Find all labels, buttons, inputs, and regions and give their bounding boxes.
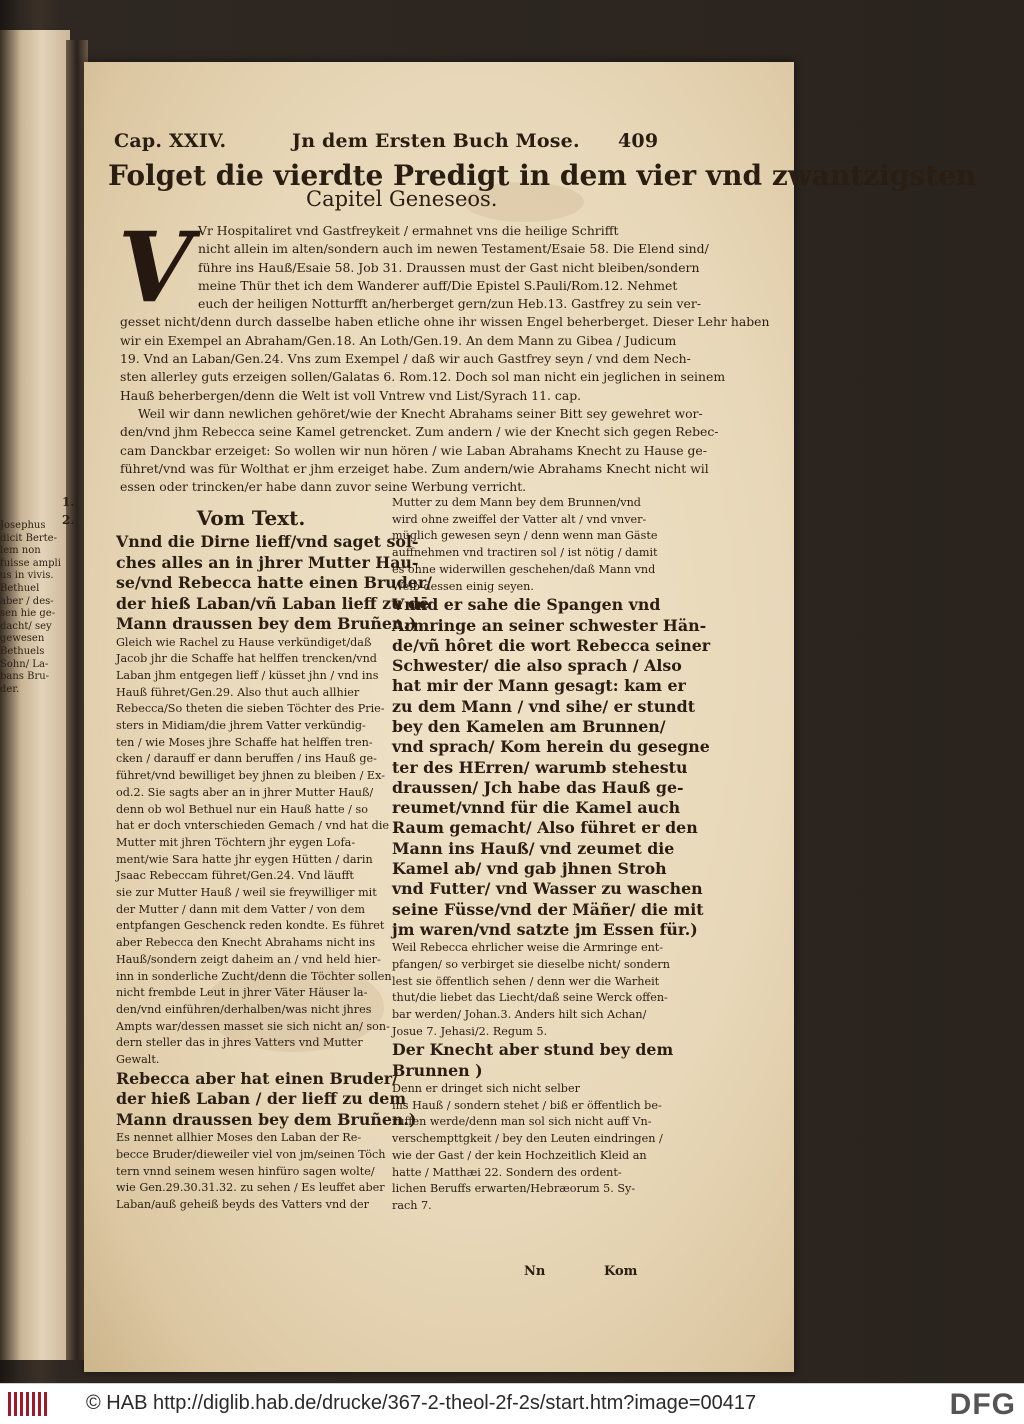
gloss-line: Bethuel — [0, 582, 40, 594]
text-line: Jsaac Rebeccam führet/Gen.24. Vnd läufft — [116, 869, 354, 883]
gloss-line: us in vivis. — [0, 570, 54, 582]
intro-line: nicht allein im alten/sondern auch im newen Testament/Esaie 58. Die Elend sind/ — [198, 241, 709, 257]
page-number: 409 — [618, 130, 659, 152]
catchword: Kom — [604, 1264, 638, 1279]
right-column — [392, 495, 711, 1215]
dfg-logo: DFG — [949, 1388, 1016, 1421]
text-line: ruffen werde/denn man sol sich nicht auff Vn- — [392, 1115, 652, 1129]
intro-line: Vr Hospitaliret vnd Gastfreykeit / ermahnet vns die heilige Schrifft — [198, 223, 619, 238]
credit-link[interactable]: © HAB http://diglib.hab.de/drucke/367-2-theol-2f-2s/start.htm?image=00417 — [86, 1392, 757, 1414]
verse-line: ter des HErren/ warumb stehestu — [392, 757, 688, 777]
text-line: Josue 7. Jehasi/2. Regum 5. — [392, 1024, 548, 1038]
gloss-line: dicit Berte- — [0, 532, 57, 544]
bible-verse-block — [116, 1068, 417, 1131]
text-line: ins Hauß / sondern stehet / biß er öffentlich be- — [392, 1098, 662, 1112]
verse-line: jm waren/vnd satzte jm Essen für.) — [392, 919, 698, 939]
verse-line: hat mir der Mann gesagt: kam er — [392, 676, 686, 696]
verse-line: vnd sprach/ Kom herein du gesegne — [392, 737, 710, 757]
verse-line: Brunnen ) — [392, 1060, 483, 1080]
verse-line: der hieß Laban / der lieff zu dem — [116, 1089, 407, 1109]
text-line: entpfangen Geschenck reden kondte. Es führet — [116, 919, 385, 933]
chapter-label: Cap. XXIV. — [114, 130, 227, 152]
margin-number: 1. — [62, 495, 75, 509]
intro-line: gesset nicht/denn durch dasselbe haben etliche ohne ihr wissen Engel beherberget. Dieser Lehr haben — [120, 314, 770, 330]
text-line: wird ohne zweiffel der Vatter alt / vnd vnver- — [392, 512, 647, 526]
bible-verse-block — [116, 532, 432, 635]
gloss-line: fuisse ampli — [0, 557, 61, 569]
verse-line: Kamel ab/ vnd gab jhnen Stroh — [392, 859, 667, 879]
intro-line: euch der heiligen Notturfft an/herberget gern/zun Heb.13. Gastfrey zu sein ver- — [198, 296, 702, 312]
text-line: Es nennet allhier Moses den Laban der Re- — [116, 1131, 362, 1145]
text-line: Hauß/sondern zeigt daheim an / vnd held hier- — [116, 952, 381, 966]
verse-line: Armringe an seiner schwester Hän- — [392, 615, 707, 635]
text-line: auffnehmen vnd tractiren sol / ist nötig / damit — [392, 546, 658, 560]
verse-line: Raum gemacht/ Also führet er den — [392, 818, 698, 838]
text-line: becce Bruder/dieweiler viel von jm/seinen Töch — [116, 1147, 386, 1161]
verse-line: Schwester/ die also sprach / Also — [392, 656, 682, 676]
intro-line: sten allerley guts erzeigen sollen/Galatas 6. Rom.12. Doch sol man nicht ein jeglichen in seinem — [120, 369, 726, 385]
verse-line: Vnnd die Dirne lieff/vnd saget sol- — [116, 532, 419, 551]
intro-line: wir ein Exempel an Abraham/Gen.18. An Loth/Gen.19. An dem Mann zu Gibea / Judicum — [120, 332, 677, 348]
verse-line: Mann draussen bey dem Bruñen.) — [116, 614, 417, 633]
verse-line: der hieß Laban/vñ Laban lieff zu dē — [116, 593, 430, 613]
text-line: müglich gewesen seyn / denn wenn man Gäste — [392, 529, 658, 543]
verse-line: ches alles an in jhrer Mutter Hau- — [116, 552, 419, 572]
verse-line: zu dem Mann / vnd sihe/ er stundt — [392, 696, 696, 716]
text-line: sters in Midiam/die jhrem Vatter verkündig- — [116, 719, 366, 733]
text-line: Laban/auß geheiß beyds des Vatters vnd der — [116, 1198, 370, 1212]
bible-verse-block — [392, 595, 711, 940]
gloss-line: der. — [0, 683, 20, 695]
gloss-line: sen hie ge- — [0, 608, 56, 620]
verse-line: Mann draussen bey dem Bruñen.) — [116, 1109, 417, 1129]
text-line: Laban jhm entgegen lieff / küsset jhn / vnd ins — [116, 668, 379, 682]
text-line: cken / darauff er dann beruffen / ins Hauß ge- — [116, 752, 377, 766]
text-line: wie Gen.29.30.31.32. zu sehen / Es leuffet aber — [116, 1181, 385, 1195]
gloss-line: Bethuels — [0, 645, 45, 657]
verse-line: Vnnd er sahe die Spangen vnd — [392, 595, 661, 615]
intro-line: meine Thür thet ich dem Wanderer auff/Die Epistel S.Pauli/Rom.12. Nehmet — [198, 277, 678, 293]
text-line: Jacob jhr die Schaffe hat helffen trencken/vnd — [116, 652, 377, 666]
intro-line: cam Danckbar erzeiget: So wollen wir nun hören / wie Laban Abrahams Knecht zu Hause ge- — [120, 442, 707, 458]
intro-paragraph — [118, 211, 770, 496]
drop-cap: V — [118, 211, 193, 324]
gloss-line: bans Bru- — [0, 671, 50, 683]
text-line: wie der Gast / der kein Hochzeitlich Kleid an — [392, 1148, 647, 1162]
verse-line: vnd Futter/ vnd Wasser zu waschen — [392, 879, 703, 899]
text-line: denn ob wol Bethuel nur ein Hauß hatte / so — [116, 802, 368, 816]
commentary-block — [116, 1130, 386, 1214]
gloss-line: lem non — [0, 545, 41, 557]
intro-line: den/vnd jhm Rebecca seine Kamel getrencket. Zum andern / wie der Knecht sich gegen Rebec- — [120, 424, 719, 440]
intro-line: essen oder trincken/er habe dann zuvor seine Werbung verricht. — [120, 479, 527, 495]
text-line: Weib dessen einig seyen. — [392, 579, 534, 593]
text-line: den/vnd einführen/derhalben/was nicht jhres — [116, 1002, 372, 1016]
text-line: thut/die liebet das Liecht/daß seine Werck offen- — [392, 991, 668, 1005]
text-line: der Mutter / dann mit dem Vatter / von dem — [116, 902, 365, 916]
gloss-line: Sohn/ La- — [0, 658, 49, 670]
text-line: pfangen/ so verbirget sie dieselbe nicht/ sondern — [392, 957, 670, 971]
bible-verse-block — [392, 1040, 674, 1081]
book-title: Jn dem Ersten Buch Mose. — [292, 130, 580, 152]
section-heading: Vom Text. — [196, 506, 306, 530]
text-line: Mutter mit jhren Töchtern jhr eygen Lofa- — [116, 835, 356, 849]
text-line: Weil Rebecca ehrlicher weise die Armringe ent- — [392, 941, 664, 955]
credit-bar — [0, 1383, 1024, 1424]
text-line: führet/vnd bewilliget bey jhnen zu bleiben / Ex- — [116, 769, 385, 783]
library-logo-icon — [8, 1392, 48, 1416]
text-line: Rebecca/So theten die sieben Töchter des Prie- — [116, 702, 385, 716]
intro-line: führet/vnd was für Wolthat er jhm erzeiget habe. Zum andern/wie Abrahams Knecht nicht wil — [120, 460, 709, 476]
verse-line: de/vñ hôret die wort Rebecca seiner — [392, 635, 711, 655]
text-line: hat er doch vnterschieden Gemach / vnd hat die — [116, 819, 390, 833]
text-line: inn in sonderliche Zucht/denn die Töchter sollen — [116, 969, 392, 983]
text-line: aber Rebecca den Knecht Abrahams nicht ins — [116, 936, 376, 950]
verse-line: Mann ins Hauß/ vnd zeumet die — [392, 838, 675, 858]
intro-line: 19. Vnd an Laban/Gen.24. Vns zum Exempel / daß wir auch Gastfrey seyn / vnd dem Nech- — [120, 351, 691, 367]
text-line: ment/wie Sara hatte jhr eygen Hütten / darin — [116, 852, 373, 866]
text-line: Hauß führet/Gen.29. Also thut auch allhier — [116, 685, 360, 699]
verse-line: draussen/ Jch habe das Hauß ge- — [392, 777, 684, 797]
verse-line: Rebecca aber hat einen Bruder/ — [116, 1068, 398, 1088]
gloss-line: gewesen — [0, 633, 45, 645]
verse-line: seine Füsse/vnd der Mäñer/ die mit — [392, 899, 704, 919]
text-line: Denn er dringet sich nicht selber — [392, 1082, 580, 1096]
text-line: lichen Beruffs erwarten/Hebræorum 5. Sy- — [392, 1182, 636, 1196]
text-line: dern steller das in jhres Vatters vnd Mutter — [116, 1036, 363, 1050]
text-line: od.2. Sie sagts aber an in jhrer Mutter Hauß/ — [116, 785, 374, 799]
commentary-block — [392, 940, 670, 1040]
book-page — [62, 62, 977, 1372]
text-line: lest sie öffentlich sehen / denn wer die Warheit — [392, 974, 660, 988]
text-line: nicht frembde Leut in jhrer Väter Häuser la- — [116, 986, 368, 1000]
verse-line: bey den Kamelen am Brunnen/ — [392, 717, 666, 736]
gloss-line: dacht/ sey — [0, 620, 52, 632]
gloss-line: Josephus — [0, 520, 46, 531]
verse-line: se/vnd Rebecca hatte einen Bruder/ — [116, 573, 432, 592]
commentary-block — [392, 1081, 662, 1215]
text-line: Gewalt. — [116, 1053, 160, 1067]
text-line: verschempttgkeit / bey den Leuten eindringen / — [392, 1132, 663, 1146]
text-line: tern vnnd seinem wesen hinfüro sagen wolte/ — [116, 1164, 375, 1178]
text-line: rach 7. — [392, 1199, 432, 1212]
commentary-block — [392, 495, 662, 595]
text-line: sie zur Mutter Hauß / weil sie freywilliger mit — [116, 886, 377, 900]
text-line: Mutter zu dem Mann bey dem Brunnen/vnd — [392, 496, 641, 509]
text-line: Gleich wie Rachel zu Hause verkündiget/daß — [116, 635, 372, 649]
text-line: hatte / Matthæi 22. Sondern des ordent- — [392, 1165, 622, 1179]
signature-mark: Nn — [524, 1264, 546, 1279]
sermon-title: Folget die vierdte Predigt in dem vier vnd zwantzigsten — [108, 159, 977, 192]
gloss-line: aber / des- — [0, 595, 54, 607]
verse-line: Der Knecht aber stund bey dem — [392, 1040, 674, 1060]
intro-line: Weil wir dann newlichen gehöret/wie der Knecht Abrahams seiner Bitt sey gewehret wor- — [138, 405, 703, 421]
commentary-block — [116, 635, 392, 1069]
text-line: es ohne widerwillen geschehen/daß Mann vnd — [392, 562, 656, 576]
text-line: ten / wie Moses jhre Schaffe hat helffen tren- — [116, 735, 373, 749]
sermon-subtitle: Capitel Geneseos. — [306, 187, 498, 211]
margin-number: 2. — [62, 513, 75, 527]
text-line: bar werden/ Johan.3. Anders hilt sich Achan/ — [392, 1008, 647, 1022]
verse-line: reumet/vnnd für die Kamel auch — [392, 798, 681, 818]
intro-line: führe ins Hauß/Esaie 58. Job 31. Draussen must der Gast nicht bleiben/sondern — [198, 259, 700, 275]
text-line: Ampts war/dessen masset sie sich nicht an/ son- — [116, 1019, 390, 1033]
intro-line: Hauß beherbergen/denn die Welt ist voll Vntrew vnd List/Syrach 11. cap. — [120, 387, 582, 403]
